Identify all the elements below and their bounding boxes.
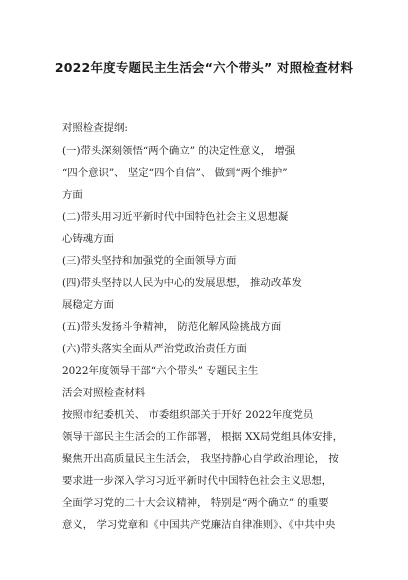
body-line: 展稳定方面: [62, 299, 114, 311]
body-line: 心铸魂方面: [62, 233, 114, 245]
body-line: (四)带头坚持以人民为中心的发展思想， 推动改革发: [62, 277, 303, 289]
body-line: (二)带头用习近平新时代中国特色社会主义思想凝: [62, 211, 289, 223]
body-line: 领导干部民主生活会的工作部署， 根据 XX局党组具体安排，: [62, 431, 344, 443]
body-line: 意义， 学习党章和《中国共产党廉洁自律准则》、《中共中央: [62, 519, 336, 531]
body-line: (一)带头深刻领悟“两个确立” 的决定性意义， 增强: [62, 145, 296, 157]
body-line: 要求进一步深入学习习近平新时代中国特色社会主义思想，: [62, 475, 333, 487]
body-line: (五)带头发扬斗争精神， 防范化解风险挑战方面: [62, 321, 282, 333]
body-line: 聚焦开出高质量民主生活会， 我坚持静心自学政治理论， 按: [62, 453, 339, 465]
body-line: 方面: [62, 189, 83, 201]
body-line: (三)带头坚持和加强党的全面领导方面: [62, 255, 237, 267]
body-line: 2022年度领导干部“六个带头” 专题民主生: [62, 365, 259, 377]
body-line: “四个意识”、 坚定“四个自信”、 做到“两个维护”: [62, 167, 288, 179]
body-line: 按照市纪委机关、 市委组织部关于开好 2022年度党员: [62, 409, 314, 421]
body-line: 活会对照检查材料: [62, 387, 146, 399]
body-line: 全面学习党的二十大会议精神， 特别是“两个确立” 的重要: [62, 497, 329, 509]
document-title: 2022年度专题民主生活会“六个带头” 对照检查材料: [54, 60, 354, 75]
body-line: 对照检查提纲:: [62, 122, 128, 134]
body-line: (六)带头落实全面从严治党政治责任方面: [62, 343, 247, 355]
